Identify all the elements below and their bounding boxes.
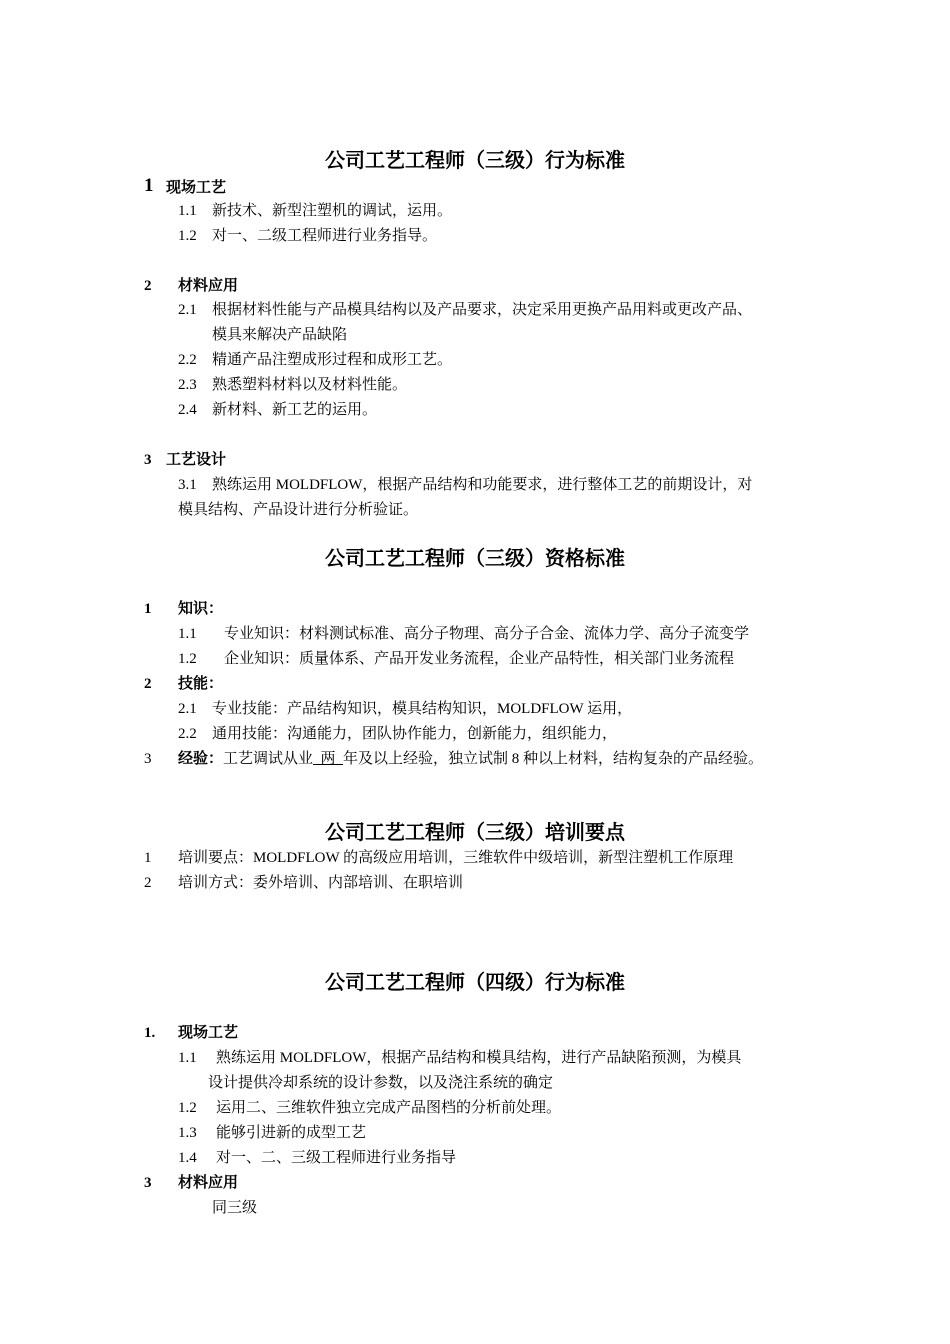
group-label: 材料应用 — [178, 278, 239, 294]
item-text: 新技术、新型注塑机的调试，运用。 — [212, 203, 453, 219]
group-number: 1 — [144, 601, 152, 617]
item-text: 对一、二级工程师进行业务指导。 — [212, 228, 438, 244]
experience-line — [178, 749, 763, 769]
item-text: 熟悉塑料材料以及材料性能。 — [212, 377, 408, 393]
group-label: 现场工艺 — [166, 180, 227, 196]
section-title-behavior-level4: 公司工艺工程师（四级）行为标准 — [325, 972, 625, 994]
item-number: 1.1 — [178, 1050, 197, 1066]
item-text: 根据材料性能与产品模具结构以及产品要求，决定采用更换产品用料或更改产品、 — [212, 302, 753, 318]
item-number: 2 — [144, 875, 152, 891]
item-number: 2.3 — [178, 377, 197, 393]
group-number: 1. — [144, 1025, 156, 1041]
group-label: 知识： — [178, 601, 224, 617]
item-number: 2.2 — [178, 726, 197, 742]
group-number: 3 — [144, 751, 152, 767]
item-text-continuation: 模具结构、产品设计进行分析验证。 — [178, 502, 419, 518]
item-text: 能够引进新的成型工艺 — [216, 1125, 367, 1141]
item-text-continuation: 设计提供冷却系统的设计参数，以及浇注系统的确定 — [208, 1075, 554, 1091]
group-label: 技能： — [178, 676, 224, 692]
item-number: 1.1 — [178, 203, 197, 219]
item-number: 1 — [144, 850, 152, 866]
item-number: 2.2 — [178, 352, 197, 368]
experience-post: 年及以上经验，独立试制 8 种以上材料，结构复杂的产品经验。 — [343, 751, 764, 767]
item-number: 3.1 — [178, 477, 197, 493]
section-title-training-level3: 公司工艺工程师（三级）培训要点 — [325, 822, 625, 844]
group-number: 3 — [144, 1175, 152, 1191]
item-text: 专业技能：产品结构知识，模具结构知识，MOLDFLOW 运用， — [212, 701, 633, 717]
item-number: 1.2 — [178, 651, 197, 667]
item-text: 通用技能：沟通能力，团队协作能力，创新能力，组织能力， — [212, 726, 618, 742]
item-number: 1.4 — [178, 1150, 197, 1166]
group-label: 工艺设计 — [166, 452, 227, 468]
item-text: 企业知识：质量体系、产品开发业务流程，企业产品特性，相关部门业务流程 — [224, 651, 735, 667]
experience-years: 两 — [313, 751, 344, 767]
group-number: 2 — [144, 676, 152, 692]
group-label: 经验： — [178, 751, 224, 767]
group-label: 现场工艺 — [178, 1025, 239, 1041]
item-text: 专业知识：材料测试标准、高分子物理、高分子合金、流体力学、高分子流变学 — [224, 626, 750, 642]
item-number: 1.3 — [178, 1125, 197, 1141]
item-text: 新材料、新工艺的运用。 — [212, 402, 378, 418]
section-title-behavior-level3: 公司工艺工程师（三级）行为标准 — [325, 150, 625, 172]
section-title-qualification-level3: 公司工艺工程师（三级）资格标准 — [325, 548, 625, 570]
item-number: 1.2 — [178, 1100, 197, 1116]
item-number: 1.1 — [178, 626, 197, 642]
item-text: 熟练运用 MOLDFLOW，根据产品结构和功能要求，进行整体工艺的前期设计，对 — [212, 477, 753, 493]
group-label: 材料应用 — [178, 1175, 239, 1191]
group-number: 1 — [144, 175, 154, 196]
item-text: 培训方式：委外培训、内部培训、在职培训 — [178, 875, 464, 891]
item-number: 2.1 — [178, 701, 197, 717]
item-number: 2.4 — [178, 402, 197, 418]
item-text: 精通产品注塑成形过程和成形工艺。 — [212, 352, 453, 368]
item-text: 运用二、三维软件独立完成产品图档的分析前处理。 — [216, 1100, 562, 1116]
group-number: 2 — [144, 278, 152, 294]
item-text: 同三级 — [212, 1200, 258, 1216]
item-text: 培训要点：MOLDFLOW 的高级应用培训，三维软件中级培训，新型注塑机工作原理 — [178, 850, 734, 866]
item-text-continuation: 模具来解决产品缺陷 — [212, 327, 348, 343]
item-number: 2.1 — [178, 302, 197, 318]
item-number: 1.2 — [178, 228, 197, 244]
experience-pre: 工艺调试从业 — [223, 751, 314, 767]
item-text: 对一、二、三级工程师进行业务指导 — [216, 1150, 457, 1166]
item-text: 熟练运用 MOLDFLOW，根据产品结构和模具结构，进行产品缺陷预测，为模具 — [216, 1050, 742, 1066]
group-number: 3 — [144, 452, 152, 468]
